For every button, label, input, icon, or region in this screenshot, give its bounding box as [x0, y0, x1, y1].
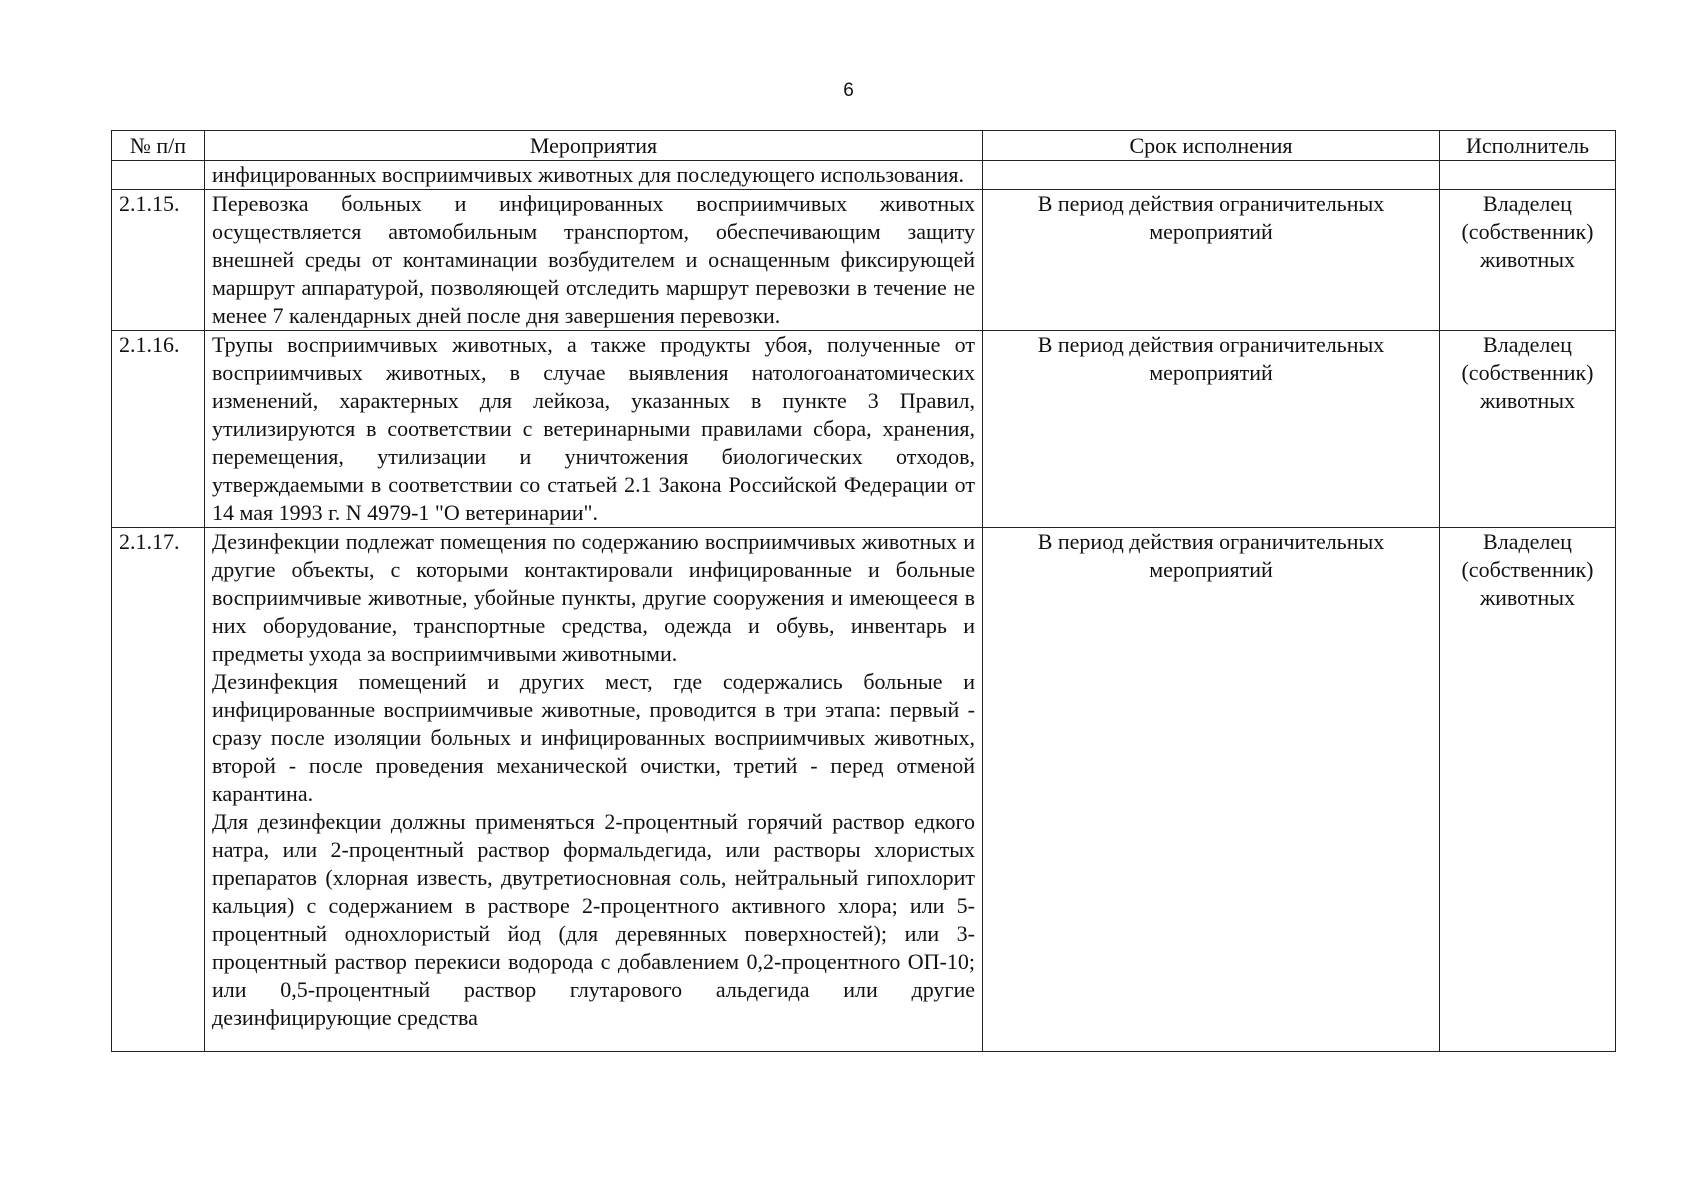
executor-line: (собственник) — [1461, 360, 1594, 385]
row-num: 2.1.15. — [112, 190, 205, 331]
table-row — [112, 528, 1616, 1052]
table-row — [112, 190, 1616, 331]
row-term — [983, 528, 1440, 1052]
executor-line: Владелец — [1483, 332, 1572, 357]
activity-paragraph: Для дезинфекции должны применяться 2-процентный горячий раствор едкого натра, или 2-процентный раствор формальдегида, или растворы хлористых препаратов (хлорная известь, двутретиосновная соль, нейтральный гипохлорит кальция) с содержанием в растворе 2-процентного активного хлора; или 5-процентный однохлористый йод (для деревянных поверхностей); или 3-процентный раствор перекиси водорода с добавлением 0,2-процентного ОП-10; или 0,5-процентный раствор глутарового альдегида или другие дезинфицирующие средства — [212, 809, 975, 1030]
header-executor: Исполнитель — [1440, 131, 1616, 161]
row-activity — [205, 528, 983, 1052]
term-line: мероприятий — [1149, 557, 1273, 582]
row-term — [983, 161, 1440, 190]
row-activity — [205, 190, 983, 331]
term-line: В период действия ограничительных — [1037, 191, 1385, 216]
row-term — [983, 190, 1440, 331]
row-term — [983, 331, 1440, 528]
term-line: В период действия ограничительных — [1037, 529, 1385, 554]
header-num: № п/п — [112, 131, 205, 161]
term-line: мероприятий — [1149, 360, 1273, 385]
activity-paragraph: Дезинфекция помещений и других мест, где содержались больные и инфицированные восприимчивые животные, проводится в три этапа: первый - сразу после изоляции больных и инфицированных восприимчивых животных, второй - после проведения механической очистки, третий - перед отменой карантина. — [212, 669, 975, 806]
header-term: Срок исполнения — [983, 131, 1440, 161]
row-activity — [205, 161, 983, 190]
term-line: мероприятий — [1149, 219, 1273, 244]
row-num — [112, 161, 205, 190]
header-activity: Мероприятия — [205, 131, 983, 161]
row-executor — [1440, 161, 1616, 190]
table-header-row — [112, 131, 1616, 161]
row-num: 2.1.17. — [112, 528, 205, 1052]
executor-line: (собственник) — [1461, 219, 1594, 244]
activity-paragraph: инфицированных восприимчивых животных для последующего использования. — [212, 162, 964, 187]
row-executor — [1440, 190, 1616, 331]
executor-line: животных — [1479, 247, 1576, 272]
activity-paragraph: Дезинфекции подлежат помещения по содержанию восприимчивых животных и другие объекты, с которыми контактировали инфицированные и больные восприимчивые животные, убойные пункты, другие сооружения и имеющееся в них оборудование, транспортные средства, одежда и обувь, инвентарь и предметы ухода за восприимчивыми животными. — [212, 529, 975, 666]
row-executor — [1440, 528, 1616, 1052]
executor-line: животных — [1479, 585, 1576, 610]
executor-line: животных — [1479, 388, 1576, 413]
table-row — [112, 331, 1616, 528]
term-line: В период действия ограничительных — [1037, 332, 1385, 357]
executor-line: (собственник) — [1461, 557, 1594, 582]
page-number: 6 — [843, 80, 854, 101]
activity-paragraph: Трупы восприимчивых животных, а также продукты убоя, полученные от восприимчивых животных, в случае выявления натологоанатомических изменений, характерных для лейкоза, указанных в пункте 3 Правил, утилизируются в соответствии с ветеринарными правилами сбора, хранения, перемещения, утилизации и уничтожения биологических отходов, утверждаемыми в соответствии со статьей 2.1 Закона Российской Федерации от 14 мая 1993 г. N 4979-1 "О ветеринарии". — [212, 332, 975, 525]
row-num: 2.1.16. — [112, 331, 205, 528]
table-row-continuation — [112, 161, 1616, 190]
activity-paragraph: Перевозка больных и инфицированных восприимчивых животных осуществляется автомобильным транспортом, обеспечивающим защиту внешней среды от контаминации возбудителем и оснащенным фиксирующей маршрут аппаратурой, позволяющей отследить маршрут перевозки в течение не менее 7 календарных дней после дня завершения перевозки. — [212, 191, 975, 328]
row-executor — [1440, 331, 1616, 528]
row-activity — [205, 331, 983, 528]
executor-line: Владелец — [1483, 191, 1572, 216]
measures-table — [111, 130, 1616, 1052]
executor-line: Владелец — [1483, 529, 1572, 554]
